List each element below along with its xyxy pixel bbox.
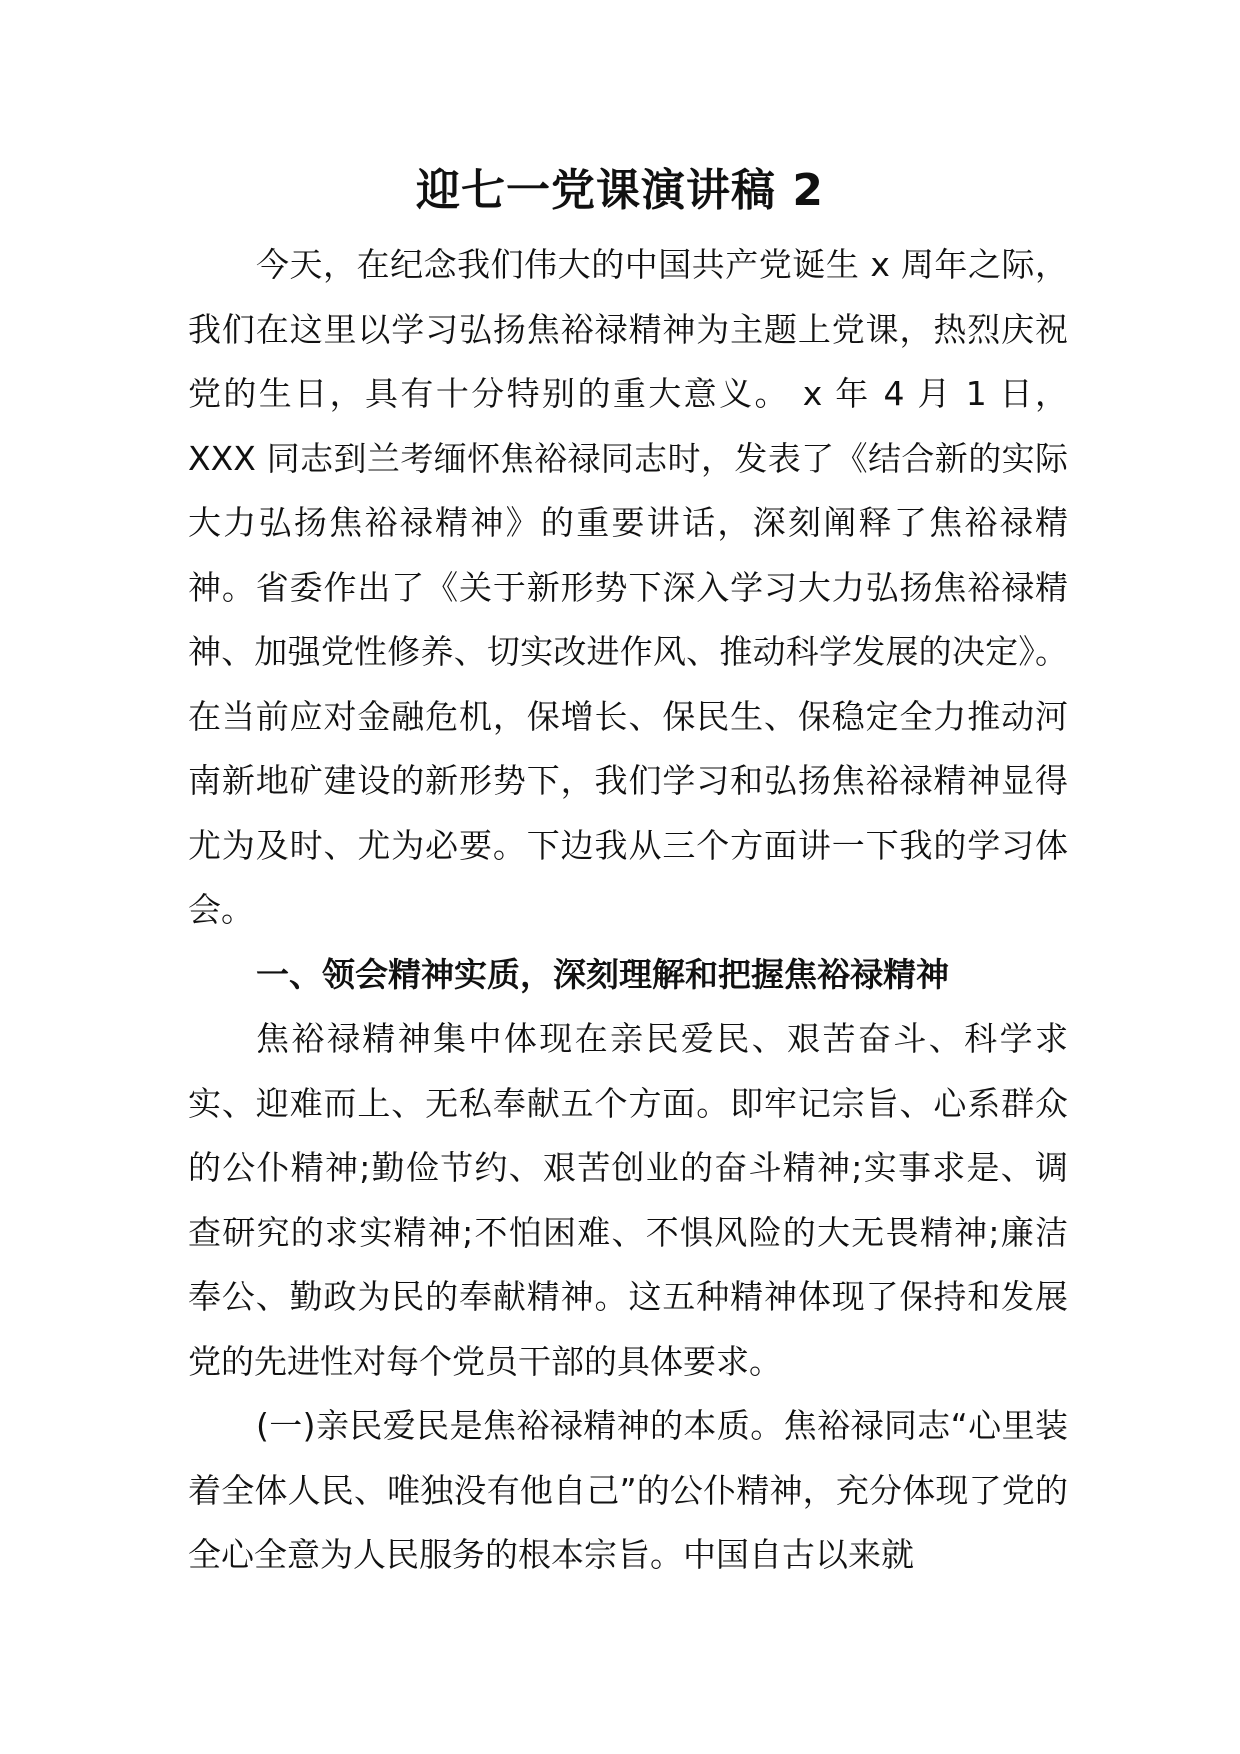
paragraph-intro: 今天，在纪念我们伟大的中国共产党诞生 x 周年之际，我们在这里以学习弘扬焦裕禄精神为主题上党课，热烈庆祝党的生日，具有十分特别的重大意义。 x 年 4 月 1 日，XXX 同志到兰考缅怀焦裕禄同志时，发表了《结合新的实际大力弘扬焦裕禄精神》的重要讲话，深刻阐释了焦裕禄精神。省委作出了《关于新形势下深入学习大力弘扬焦裕禄精神、加强党性修养、切实改进作风、推动科学发展的决定》。在当前应对金融危机，保增长、保民生、保稳定全力推动河南新地矿建设的新形势下，我们学习和弘扬焦裕禄精神显得尤为及时、尤为必要。下边我从三个方面讲一下我的学习体会。	[188, 245, 1068, 929]
paragraph-subsection-1: (一)亲民爱民是焦裕禄精神的本质。焦裕禄同志“心里装着全体人民、唯独没有他自己”的公仆精神，充分体现了党的全心全意为人民服务的根本宗旨。中国自古以来就	[188, 1406, 1068, 1574]
document-title: 迎七一党课演讲稿 2	[416, 165, 824, 216]
paragraph-spirit: 焦裕禄精神集中体现在亲民爱民、艰苦奋斗、科学求实、迎难而上、无私奉献五个方面。即牢记宗旨、心系群众的公仆精神;勤俭节约、艰苦创业的奋斗精神;实事求是、调查研究的求实精神;不怕困难、不惧风险的大无畏精神;廉洁奉公、勤政为民的奉献精神。这五种精神体现了保持和发展党的先进性对每个党员干部的具体要求。	[188, 1019, 1068, 1381]
section-heading: 一、领会精神实质，深刻理解和把握焦裕禄精神	[256, 954, 949, 994]
document-body	[188, 233, 1068, 1588]
